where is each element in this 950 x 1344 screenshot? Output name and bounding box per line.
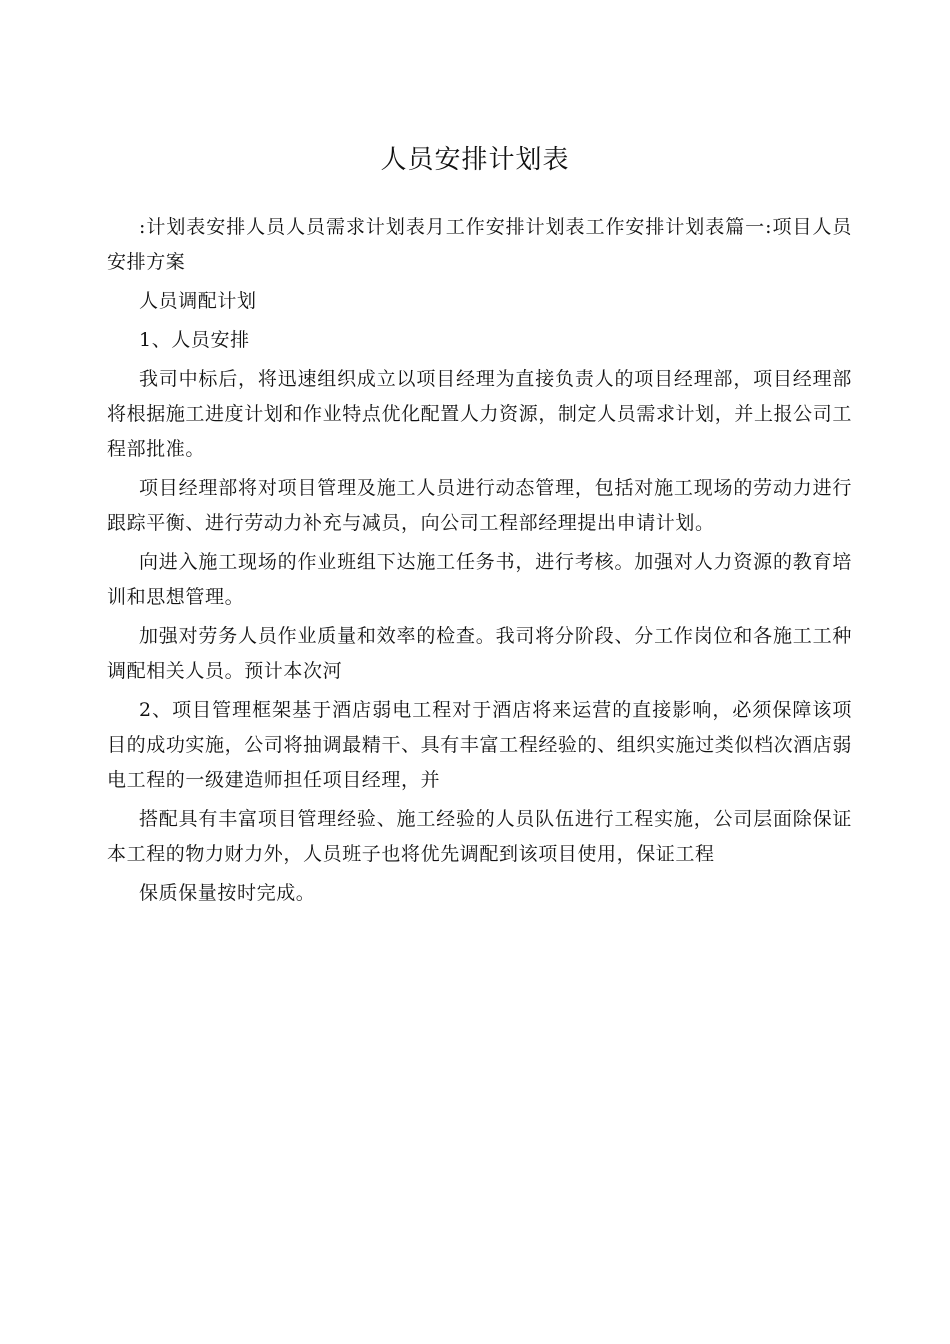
paragraph-team-support: 搭配具有丰富项目管理经验、施工经验的人员队伍进行工程实施，公司层面除保证本工程的物力财力外，人员班子也将优先调配到该项目使用，保证工程 [107,808,852,865]
paragraph-bid-organization: 我司中标后，将迅速组织成立以项目经理为直接负责人的项目经理部，项目经理部将根据施工进度计划和作业特点优化配置人力资源，制定人员需求计划，并上报公司工程部批准。 [107,368,852,460]
intro-paragraph: :计划表安排人员人员需求计划表月工作安排计划表工作安排计划表篇一:项目人员安排方案 [107,216,852,273]
paragraph-task-assignment: 向进入施工现场的作业班组下达施工任务书，进行考核。加强对人力资源的教育培训和思想管理。 [107,551,852,608]
paragraph-dynamic-management: 项目经理部将对项目管理及施工人员进行动态管理，包括对施工现场的劳动力进行跟踪平衡、进行劳动力补充与减员，向公司工程部经理提出申请计划。 [107,477,852,534]
subsection-heading-staff-arrangement: 1、人员安排 [139,329,250,351]
document-title: 人员安排计划表 [380,145,570,175]
document-body [107,210,852,915]
paragraph-completion: 保质保量按时完成。 [139,882,316,904]
paragraph-quality-inspection: 加强对劳务人员作业质量和效率的检查。我司将分阶段、分工作岗位和各施工工种调配相关人员。预计本次河 [107,625,852,682]
section-heading-staffing-plan: 人员调配计划 [139,290,257,312]
paragraph-management-framework: 2、项目管理框架基于酒店弱电工程对于酒店将来运营的直接影响，必须保障该项目的成功实施，公司将抽调最精干、具有丰富工程经验的、组织实施过类似档次酒店弱电工程的一级建造师担任项目经理，并 [107,699,852,791]
